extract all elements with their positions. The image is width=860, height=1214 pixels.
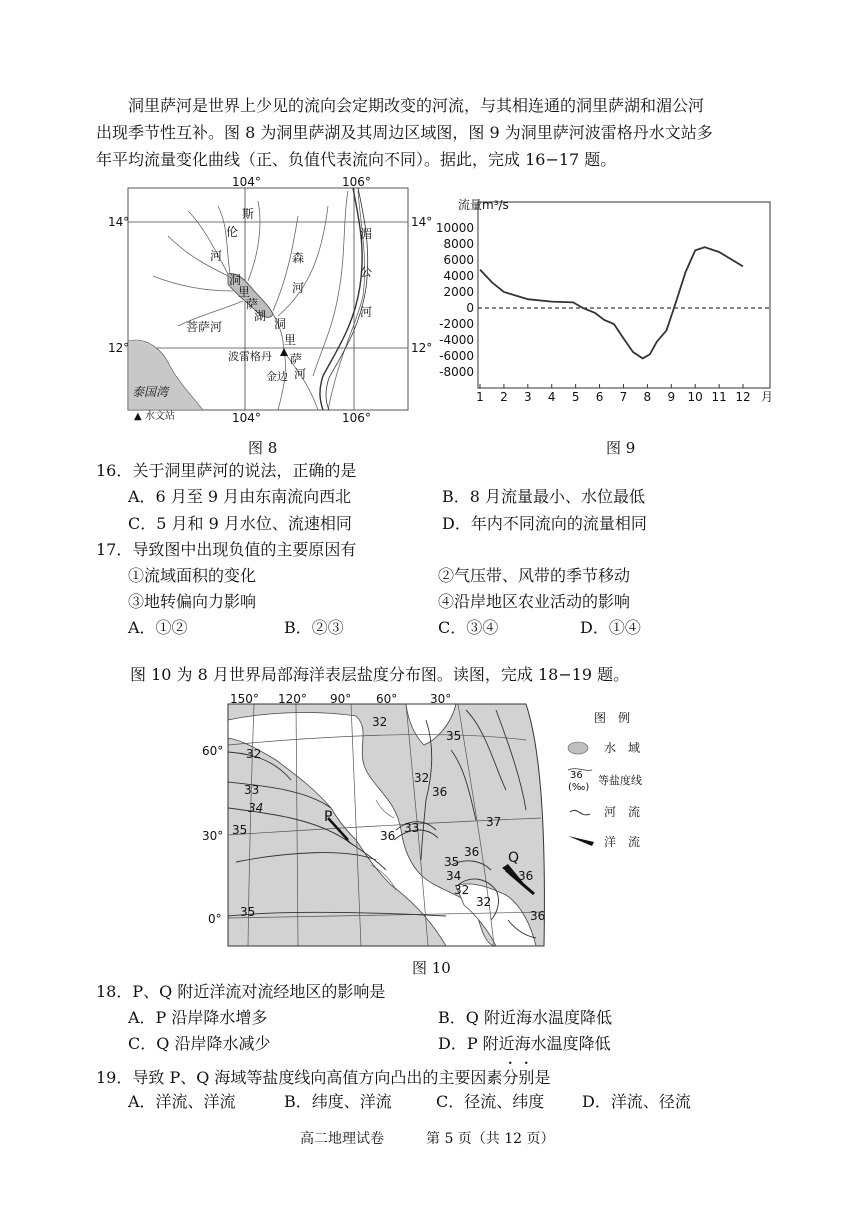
iso-32-west: 32 [246,747,262,761]
legend-iso: 等盐度线 [598,774,642,787]
x-tick-label: 10 [687,390,703,404]
q18-option-b: B．Q 附近海水温度降低 [438,1008,612,1027]
q17-option-b: B．②③ [284,618,344,637]
iso-35-equator: 35 [240,905,256,919]
label-station: 波雷格丹 [228,350,272,363]
lat-label-14-right: 14° [411,215,433,229]
y-tick-label: -6000 [439,349,474,363]
figure-9-caption: 图 9 [606,439,636,457]
label-he2: 河 [292,281,305,295]
legend-iso-value: 36 [570,770,583,781]
y-tick-label: -8000 [439,365,474,379]
intro-line-2: 出现季节性互补。图 8 为洞里萨湖及其周边区域图，图 9 为洞里萨河波雷格丹水文站多 [96,123,713,142]
intro-paragraph-1 [96,92,764,173]
q19-stem-emphasis: 分别 [502,1068,535,1087]
x-tick-label: 11 [711,390,727,404]
iso-35-caribbean: 35 [444,855,460,869]
x-tick-label: 4 [547,390,556,404]
iso-32-caribbean-b: 32 [476,895,492,909]
iso-33-atlantic: 33 [404,821,420,835]
q17-option-a: A．①② [128,618,188,637]
q16-option-a: A．6 月至 9 月由东南流向西北 [128,487,352,506]
figure-8-map [108,175,433,426]
label-gulf: 泰国湾 [132,385,169,399]
label-lake-li: 里 [238,285,251,299]
y-tick-label: 0 [466,301,474,315]
lon-60: 60° [376,692,398,706]
iso-36-q: 36 [518,869,534,883]
river-legend-icon [570,810,590,815]
y-tick-label: -2000 [439,317,474,331]
q19-stem-post: 是 [534,1068,551,1087]
label-lake-hu: 湖 [254,309,267,323]
q18-stem: 18．P、Q 附近洋流对流经地区的影响是 [96,982,386,1001]
label-he1: 河 [210,249,223,263]
x-tick-label: 9 [667,390,676,404]
figure-10-map [196,690,686,952]
x-tick-label: 12 [735,390,751,404]
q17-statement-2: ②气压带、风带的季节移动 [438,566,631,585]
x-tick-label: 8 [643,390,652,404]
current-legend-icon [568,836,594,846]
q17-statement-3: ③地转偏向力影响 [128,592,257,611]
label-p: P [324,809,333,825]
lon-label-104-bottom: 104° [232,411,261,425]
q19-stem [96,1059,550,1088]
q17-statement-1: ①流域面积的变化 [128,566,257,585]
iso-34-west: 34 [248,801,264,815]
intro-paragraph-2: 图 10 为 8 月世界局部海洋表层盐度分布图。读图，完成 18−19 题。 [130,665,630,684]
legend-water: 水 域 [604,741,641,755]
water-legend-icon [568,742,588,754]
lon-label-106-bottom: 106° [342,411,371,425]
iso-37: 37 [486,815,502,829]
figure-8-caption: 图 8 [248,439,278,457]
iso-35-north: 35 [446,729,462,743]
q17-stem: 17．导致图中出现负值的主要原因有 [96,540,357,559]
q19-option-d: D．洋流、径流 [582,1092,691,1111]
iso-32-greenland: 32 [372,715,388,729]
figure-9-chart [428,188,780,418]
label-river-he: 河 [294,367,307,381]
legend-river: 河 流 [604,805,641,819]
label-river-sa: 萨 [290,352,303,366]
q17-statement-4: ④沿岸地区农业活动的影响 [438,592,631,611]
intro-line-1: 洞里萨河是世界上少见的流向会定期改变的河流，与其相连通的洞里萨湖和湄公河 [128,96,705,115]
q19-option-a: A．洋流、洋流 [128,1092,236,1111]
label-river-dong: 洞 [274,317,287,331]
x-tick-label: 5 [571,390,580,404]
lat-30: 30° [202,829,224,843]
y-tick-label: 10000 [435,221,474,235]
legend-current: 洋 流 [604,835,641,849]
figure-10-caption: 图 10 [412,959,451,977]
label-lake-dong: 洞 [229,273,242,287]
iso-35-west: 35 [232,823,248,837]
lon-90: 90° [330,692,352,706]
label-pursat: 菩萨河 [186,320,223,334]
iso-34-caribbean: 34 [446,869,462,883]
lat-60: 60° [202,744,224,758]
q17-option-d: D．①④ [580,618,641,637]
chart-ylabel: 流量m³/s [458,198,509,212]
q17-option-c: C．③④ [438,618,499,637]
x-tick-label: 3 [523,390,532,404]
x-tick-label: 2 [500,390,508,404]
iso-36-north: 36 [432,785,448,799]
q19-option-c: C．径流、纬度 [436,1092,545,1111]
label-mei: 湄 [360,227,373,241]
intro-line-3: 年平均流量变化曲线（正、负值代表流向不同）。据此，完成 16−17 题。 [96,150,617,169]
q18-option-a: A．P 沿岸降水增多 [128,1008,268,1027]
label-q: Q [508,850,520,866]
y-tick-label: 8000 [443,237,474,251]
y-tick-label: 6000 [443,253,474,267]
iso-36-equator: 36 [530,909,546,923]
label-lake-sa: 萨 [246,297,259,311]
lon-label-106-top: 106° [342,175,371,189]
legend-iso-unit: (‰) [568,782,590,793]
lon-30: 30° [430,692,452,706]
label-lun: 伦 [226,225,239,239]
footer-subject: 高二地理试卷 [300,1131,384,1147]
y-tick-label: -4000 [439,333,474,347]
lon-120: 120° [278,692,307,706]
lon-150: 150° [230,692,259,706]
x-tick-label: 7 [619,390,628,404]
label-sen: 森 [292,251,305,265]
lon-label-104-top: 104° [232,175,261,189]
label-river-li: 里 [284,333,297,347]
footer-page-number: 第 5 页（共 12 页） [426,1131,555,1147]
label-si: 斯 [242,207,255,221]
label-phnompenh: 金边 [266,370,288,383]
iso-33-west: 33 [244,783,260,797]
y-tick-label: 2000 [443,285,474,299]
chart-xunit: 月 [761,390,774,404]
lat-label-12-left: 12° [108,341,130,355]
label-he3: 河 [360,305,373,319]
iso-32-atlantic: 32 [414,771,430,785]
x-tick-label: 6 [595,390,604,404]
q16-option-d: D．年内不同流向的流量相同 [442,514,647,533]
lat-label-12-right: 12° [411,341,433,355]
q19-option-b: B．纬度、洋流 [284,1092,392,1111]
q18-option-d: D．P 附近海水温度降低 [438,1034,611,1053]
lat-0: 0° [208,912,222,926]
iso-36-caribbean: 36 [464,845,480,859]
iso-32-caribbean-a: 32 [454,883,470,897]
iso-36-coast: 36 [380,829,396,843]
legend-station: ▲ 水文站 [134,411,175,422]
q19-stem-pre: 19．导致 P、Q 海域等盐度线向高值方向凸出的主要因素 [96,1068,503,1087]
lat-label-14-left: 14° [108,215,130,229]
legend-title: 图 例 [594,711,631,725]
q16-option-c: C．5 月和 9 月水位、流速相同 [128,514,352,533]
q18-option-c: C．Q 沿岸降水减少 [128,1034,271,1053]
label-gong: 公 [360,265,373,279]
y-tick-label: 4000 [443,269,474,283]
q16-option-b: B．8 月流量最小、水位最低 [442,487,646,506]
x-tick-label: 1 [476,390,484,404]
q16-stem: 16．关于洞里萨河的说法，正确的是 [96,461,357,480]
